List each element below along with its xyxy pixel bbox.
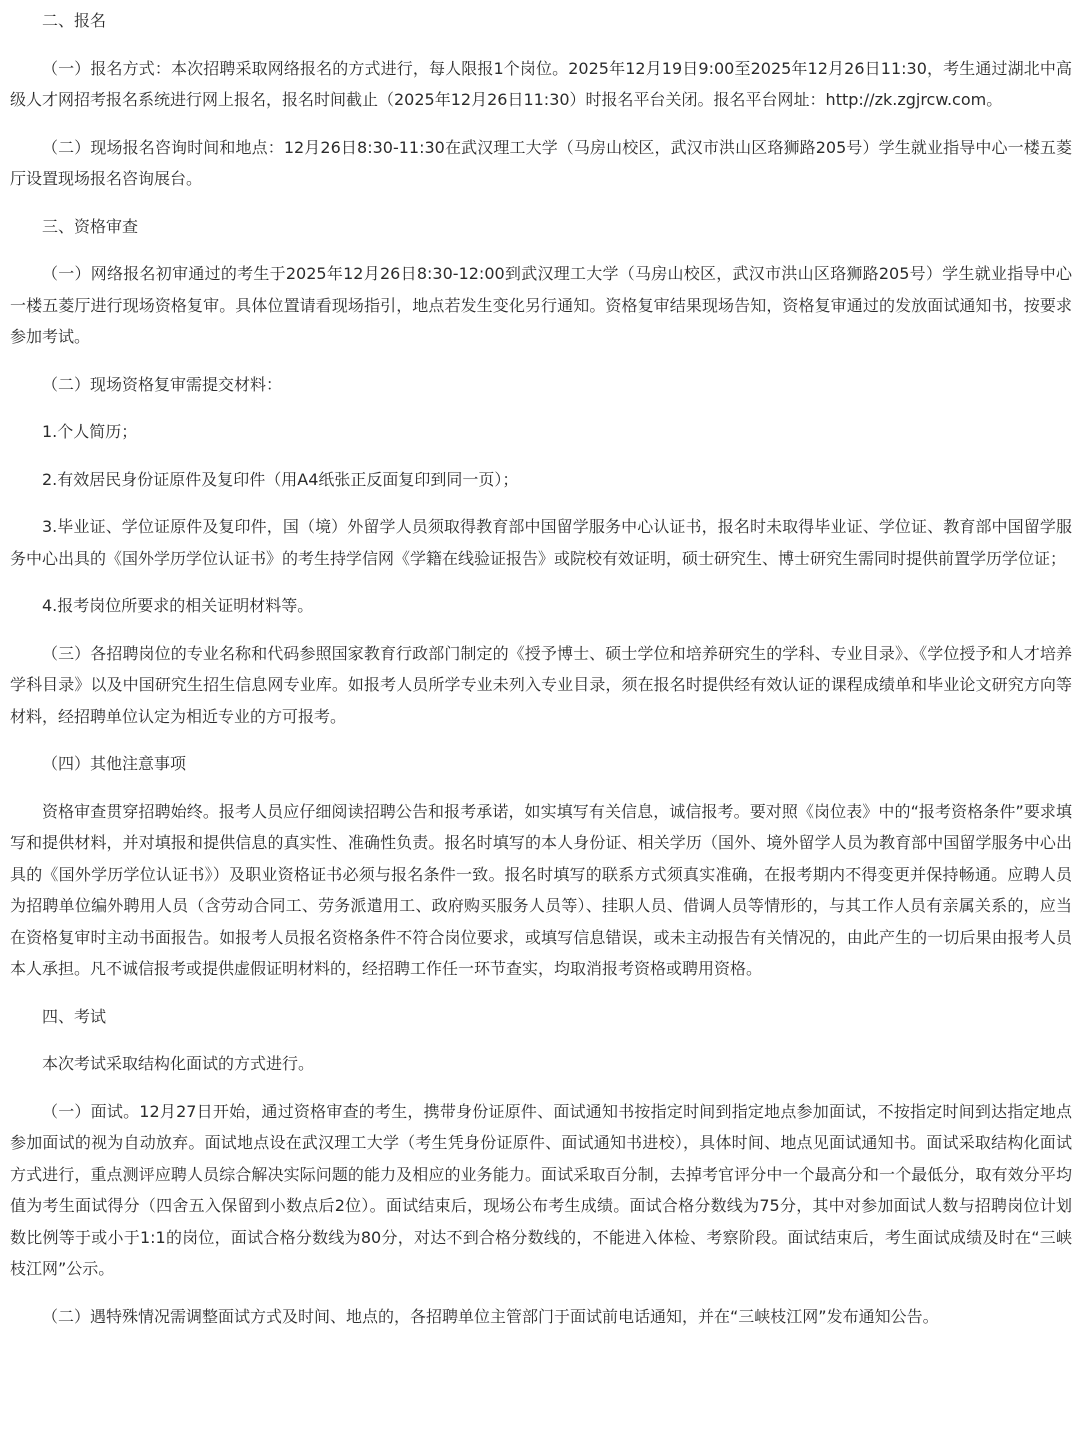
paragraph-required-materials: （二）现场资格复审需提交材料： bbox=[42, 374, 283, 394]
list-item-other-proof: 4.报考岗位所要求的相关证明材料等。 bbox=[42, 596, 314, 615]
paragraph-online-review: （一）网络报名初审通过的考生于2025年12月26日8:30-12:00到武汉理工大学（马房山校区，武汉市洪山区珞狮路205号）学生就业指导中心一楼五菱厅进行现场资格复审。具体位置请看现场指引，地点若发生变化另行通知。资格复审结果现场告知，资格复审通过的发放面试通知书，按要求参加考试。 bbox=[10, 264, 1072, 346]
document-body bbox=[10, 5, 1072, 1332]
paragraph-onsite-consultation: （二）现场报名咨询时间和地点：12月26日8:30-11:30在武汉理工大学（马房山校区，武汉市洪山区珞狮路205号）学生就业指导中心一楼五菱厅设置现场报名咨询展台。 bbox=[10, 137, 1072, 188]
section-heading-qualification-review: 三、资格审查 bbox=[42, 216, 139, 236]
paragraph-notes-heading: （四）其他注意事项 bbox=[42, 754, 187, 773]
paragraph-exam-intro: 本次考试采取结构化面试的方式进行。 bbox=[42, 1054, 315, 1073]
paragraph-interview-adjustment: （二）遇特殊情况需调整面试方式及时间、地点的，各招聘单位主管部门于面试前电话通知，并在“三峡枝江网”发布通知公告。 bbox=[42, 1306, 939, 1326]
section-heading-exam: 四、考试 bbox=[42, 1006, 107, 1026]
list-item-resume: 1.个人简历； bbox=[42, 422, 138, 441]
section-heading-registration: 二、报名 bbox=[42, 11, 107, 30]
paragraph-major-catalog: （三）各招聘岗位的专业名称和代码参照国家教育行政部门制定的《授予博士、硕士学位和培养研究生的学科、专业目录》、《学位授予和人才培养学科目录》以及中国研究生招生信息网专业库。如报考人员所学专业未列入专业目录，须在报名时提供经有效认证的课程成绩单和毕业论文研究方向等材料，经招聘单位认定为相近专业的方可报考。 bbox=[10, 643, 1072, 726]
paragraph-interview: （一）面试。12月27日开始，通过资格审查的考生，携带身份证原件、面试通知书按指定时间到指定地点参加面试，不按指定时间到达指定地点参加面试的视为自动放弃。面试地点设在武汉理工大学（考生凭身份证原件、面试通知书进校），具体时间、地点见面试通知书。面试采取结构化面试方式进行，重点测评应聘人员综合解决实际问题的能力及相应的业务能力。面试采取百分制，去掉考官评分中一个最高分和一个最低分，取有效分平均值为考生面试得分（四舍五入保留到小数点后2位）。面试结束后，现场公布考生成绩。面试合格分数线为75分，其中对参加面试人数与招聘岗位计划数比例等于或小于1:1的岗位，面试合格分数线为80分，对达不到合格分数线的，不能进入体检、考察阶段。面试结束后，考生面试成绩及时在“三峡枝江网”公示。 bbox=[10, 1101, 1072, 1278]
list-item-diploma: 3.毕业证、学位证原件及复印件，国（境）外留学人员须取得教育部中国留学服务中心认证书，报名时未取得毕业证、学位证、教育部中国留学服务中心出具的《国外学历学位认证书》的考生持学信网《学籍在线验证报告》或院校有效证明，硕士研究生、博士研究生需同时提供前置学历学位证； bbox=[10, 517, 1072, 568]
paragraph-registration-method: （一）报名方式：本次招聘采取网络报名的方式进行，每人限报1个岗位。2025年12月19日9:00至2025年12月26日11:30，考生通过湖北中高级人才网招考报名系统进行网上报名，报名时间截止（2025年12月26日11:30）时报名平台关闭。报名平台网址：http://zk.zgjrcw.com。 bbox=[10, 58, 1072, 109]
list-item-id-card: 2.有效居民身份证原件及复印件（用A4纸张正反面复印到同一页）； bbox=[42, 469, 519, 489]
paragraph-notes-body: 资格审查贯穿招聘始终。报考人员应仔细阅读招聘公告和报考承诺，如实填写有关信息，诚信报考。要对照《岗位表》中的“报考资格条件”要求填写和提供材料，并对填报和提供信息的真实性、准确性负责。报名时填写的本人身份证、相关学历（国外、境外留学人员为教育部中国留学服务中心出具的《国外学历学位认证书》）及职业资格证书必须与报名条件一致。报名时填写的联系方式须真实准确，在报考期内不得变更并保持畅通。应聘人员为招聘单位编外聘用人员（含劳动合同工、劳务派遣用工、政府购买服务人员等）、挂职人员、借调人员等情形的，与其工作人员有亲属关系的，应当在资格复审时主动书面报告。如报考人员报名资格条件不符合岗位要求，或填写信息错误，或未主动报告有关情况的，由此产生的一切后果由报考人员本人承担。凡不诚信报考或提供虚假证明材料的，经招聘工作任一环节查实，均取消报考资格或聘用资格。 bbox=[10, 801, 1072, 978]
